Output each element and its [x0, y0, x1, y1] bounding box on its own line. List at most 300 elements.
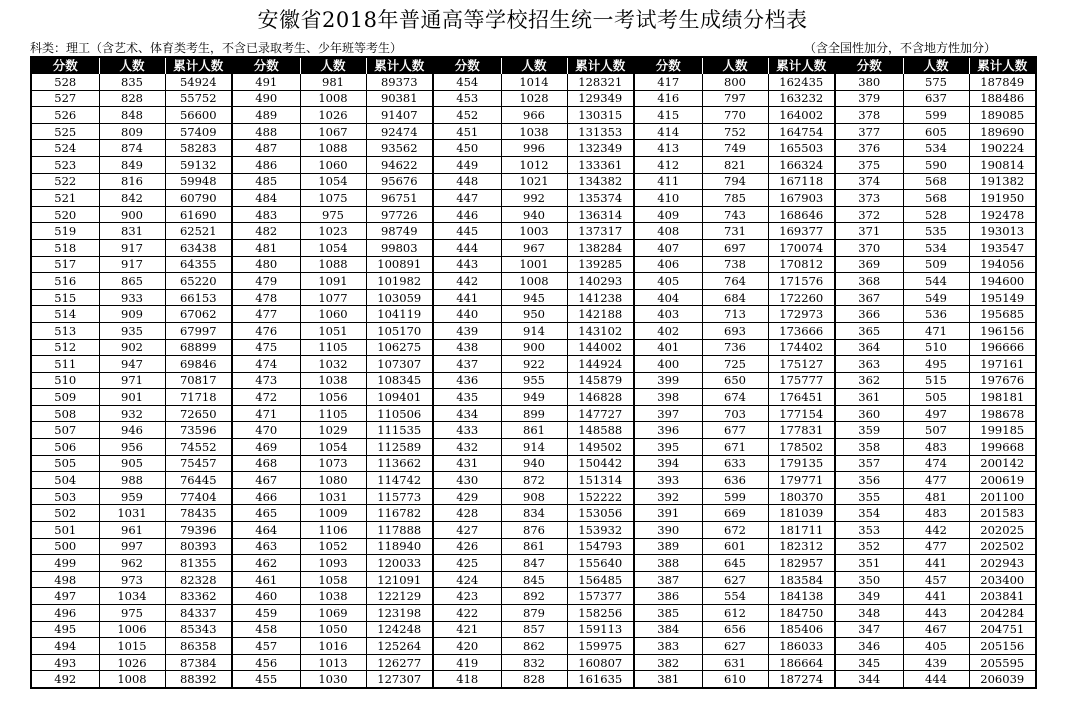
cumulative-cell: 91407 — [366, 107, 433, 124]
cumulative-cell: 187849 — [969, 74, 1036, 91]
count-cell: 656 — [702, 621, 768, 638]
count-cell: 785 — [702, 190, 768, 207]
cumulative-cell: 160807 — [567, 654, 634, 671]
score-cell: 346 — [835, 638, 903, 655]
count-cell: 674 — [702, 389, 768, 406]
count-cell: 1009 — [300, 505, 366, 522]
count-cell: 725 — [702, 356, 768, 373]
count-cell: 997 — [99, 538, 165, 555]
score-cell: 504 — [31, 472, 99, 489]
score-cell: 351 — [835, 555, 903, 572]
cumulative-cell: 67062 — [165, 306, 232, 323]
score-cell: 487 — [232, 140, 300, 157]
cumulative-cell: 202502 — [969, 538, 1036, 555]
score-cell: 415 — [634, 107, 702, 124]
table-row — [31, 90, 1036, 107]
cumulative-cell: 134382 — [567, 173, 634, 190]
cumulative-cell: 176451 — [768, 389, 835, 406]
table-row — [31, 571, 1036, 588]
column-header-score: 分数 — [634, 57, 702, 74]
score-cell: 426 — [433, 538, 501, 555]
score-cell: 386 — [634, 588, 702, 605]
score-cell: 495 — [31, 621, 99, 638]
count-cell: 1106 — [300, 522, 366, 539]
score-cell: 459 — [232, 605, 300, 622]
cumulative-cell: 136314 — [567, 206, 634, 223]
cumulative-cell: 121091 — [366, 571, 433, 588]
cumulative-cell: 61690 — [165, 206, 232, 223]
cumulative-cell: 164002 — [768, 107, 835, 124]
count-cell: 1014 — [501, 74, 567, 91]
table-row — [31, 140, 1036, 157]
cumulative-cell: 69846 — [165, 356, 232, 373]
count-cell: 549 — [903, 289, 969, 306]
count-cell: 534 — [903, 140, 969, 157]
table-row — [31, 206, 1036, 223]
count-cell: 505 — [903, 389, 969, 406]
count-cell: 703 — [702, 405, 768, 422]
cumulative-cell: 193013 — [969, 223, 1036, 240]
score-cell: 470 — [232, 422, 300, 439]
cumulative-cell: 127307 — [366, 671, 433, 688]
score-cell: 384 — [634, 621, 702, 638]
cumulative-cell: 150442 — [567, 455, 634, 472]
cumulative-cell: 204751 — [969, 621, 1036, 638]
cumulative-cell: 189085 — [969, 107, 1036, 124]
count-cell: 1105 — [300, 405, 366, 422]
table-row — [31, 173, 1036, 190]
count-cell: 534 — [903, 239, 969, 256]
cumulative-cell: 189690 — [969, 123, 1036, 140]
count-cell: 816 — [99, 173, 165, 190]
cumulative-cell: 201100 — [969, 488, 1036, 505]
count-cell: 1052 — [300, 538, 366, 555]
table-row — [31, 372, 1036, 389]
score-cell: 379 — [835, 90, 903, 107]
score-cell: 410 — [634, 190, 702, 207]
score-cell: 452 — [433, 107, 501, 124]
cumulative-cell: 181039 — [768, 505, 835, 522]
score-cell: 362 — [835, 372, 903, 389]
count-cell: 917 — [99, 256, 165, 273]
count-cell: 847 — [501, 555, 567, 572]
score-cell: 355 — [835, 488, 903, 505]
score-cell: 406 — [634, 256, 702, 273]
count-cell: 800 — [702, 74, 768, 91]
cumulative-cell: 92474 — [366, 123, 433, 140]
score-cell: 420 — [433, 638, 501, 655]
count-cell: 962 — [99, 555, 165, 572]
table-row — [31, 588, 1036, 605]
score-cell: 352 — [835, 538, 903, 555]
count-cell: 481 — [903, 488, 969, 505]
count-cell: 627 — [702, 571, 768, 588]
cumulative-cell: 203841 — [969, 588, 1036, 605]
cumulative-cell: 94622 — [366, 156, 433, 173]
count-cell: 713 — [702, 306, 768, 323]
cumulative-cell: 201583 — [969, 505, 1036, 522]
cumulative-cell: 70817 — [165, 372, 232, 389]
count-cell: 1075 — [300, 190, 366, 207]
score-cell: 345 — [835, 654, 903, 671]
score-cell: 441 — [433, 289, 501, 306]
count-cell: 1051 — [300, 322, 366, 339]
cumulative-cell: 184750 — [768, 605, 835, 622]
count-cell: 1001 — [501, 256, 567, 273]
count-cell: 1031 — [300, 488, 366, 505]
score-cell: 430 — [433, 472, 501, 489]
count-cell: 932 — [99, 405, 165, 422]
count-cell: 874 — [99, 140, 165, 157]
count-cell: 992 — [501, 190, 567, 207]
score-cell: 400 — [634, 356, 702, 373]
score-cell: 444 — [433, 239, 501, 256]
count-cell: 950 — [501, 306, 567, 323]
score-cell: 414 — [634, 123, 702, 140]
score-cell: 358 — [835, 439, 903, 456]
count-cell: 966 — [501, 107, 567, 124]
cumulative-cell: 182312 — [768, 538, 835, 555]
cumulative-cell: 132349 — [567, 140, 634, 157]
cumulative-cell: 144924 — [567, 356, 634, 373]
cumulative-cell: 130315 — [567, 107, 634, 124]
score-cell: 508 — [31, 405, 99, 422]
count-cell: 483 — [903, 439, 969, 456]
score-cell: 490 — [232, 90, 300, 107]
table-row — [31, 256, 1036, 273]
cumulative-cell: 170074 — [768, 239, 835, 256]
cumulative-cell: 165503 — [768, 140, 835, 157]
score-cell: 451 — [433, 123, 501, 140]
score-cell: 416 — [634, 90, 702, 107]
score-cell: 454 — [433, 74, 501, 91]
count-cell: 1105 — [300, 339, 366, 356]
count-cell: 1056 — [300, 389, 366, 406]
count-cell: 637 — [903, 90, 969, 107]
table-header-row — [31, 57, 1036, 74]
score-cell: 413 — [634, 140, 702, 157]
cumulative-cell: 195685 — [969, 306, 1036, 323]
column-header-count: 人数 — [702, 57, 768, 74]
cumulative-cell: 97726 — [366, 206, 433, 223]
count-cell: 575 — [903, 74, 969, 91]
score-cell: 514 — [31, 306, 99, 323]
count-cell: 973 — [99, 571, 165, 588]
count-cell: 959 — [99, 488, 165, 505]
score-cell: 474 — [232, 356, 300, 373]
score-cell: 404 — [634, 289, 702, 306]
score-cell: 443 — [433, 256, 501, 273]
score-cell: 484 — [232, 190, 300, 207]
cumulative-cell: 178502 — [768, 439, 835, 456]
score-cell: 370 — [835, 239, 903, 256]
count-cell: 497 — [903, 405, 969, 422]
count-cell: 441 — [903, 588, 969, 605]
cumulative-cell: 170812 — [768, 256, 835, 273]
score-cell: 517 — [31, 256, 99, 273]
count-cell: 601 — [702, 538, 768, 555]
count-cell: 1038 — [300, 588, 366, 605]
count-cell: 981 — [300, 74, 366, 91]
cumulative-cell: 60790 — [165, 190, 232, 207]
count-cell: 544 — [903, 273, 969, 290]
score-cell: 513 — [31, 322, 99, 339]
count-cell: 971 — [99, 372, 165, 389]
count-cell: 1034 — [99, 588, 165, 605]
count-cell: 536 — [903, 306, 969, 323]
score-cell: 431 — [433, 455, 501, 472]
cumulative-cell: 180370 — [768, 488, 835, 505]
score-cell: 522 — [31, 173, 99, 190]
score-cell: 387 — [634, 571, 702, 588]
cumulative-cell: 84337 — [165, 605, 232, 622]
table-row — [31, 654, 1036, 671]
score-cell: 520 — [31, 206, 99, 223]
cumulative-cell: 175777 — [768, 372, 835, 389]
cumulative-cell: 109401 — [366, 389, 433, 406]
count-cell: 599 — [903, 107, 969, 124]
count-cell: 477 — [903, 538, 969, 555]
cumulative-cell: 159975 — [567, 638, 634, 655]
table-row — [31, 389, 1036, 406]
column-header-cumulative: 累计人数 — [768, 57, 835, 74]
score-cell: 498 — [31, 571, 99, 588]
count-cell: 627 — [702, 638, 768, 655]
cumulative-cell: 73596 — [165, 422, 232, 439]
count-cell: 794 — [702, 173, 768, 190]
score-cell: 512 — [31, 339, 99, 356]
score-cell: 381 — [634, 671, 702, 688]
score-cell: 494 — [31, 638, 99, 655]
table-row — [31, 306, 1036, 323]
count-cell: 821 — [702, 156, 768, 173]
column-header-cumulative: 累计人数 — [969, 57, 1036, 74]
score-cell: 432 — [433, 439, 501, 456]
score-cell: 417 — [634, 74, 702, 91]
cumulative-cell: 58283 — [165, 140, 232, 157]
score-cell: 427 — [433, 522, 501, 539]
table-row — [31, 472, 1036, 489]
score-cell: 411 — [634, 173, 702, 190]
score-cell: 403 — [634, 306, 702, 323]
cumulative-cell: 64355 — [165, 256, 232, 273]
count-cell: 509 — [903, 256, 969, 273]
count-cell: 861 — [501, 422, 567, 439]
cumulative-cell: 190224 — [969, 140, 1036, 157]
count-cell: 961 — [99, 522, 165, 539]
count-cell: 405 — [903, 638, 969, 655]
score-cell: 380 — [835, 74, 903, 91]
count-cell: 1050 — [300, 621, 366, 638]
score-cell: 402 — [634, 322, 702, 339]
cumulative-cell: 138284 — [567, 239, 634, 256]
cumulative-cell: 143102 — [567, 322, 634, 339]
score-cell: 447 — [433, 190, 501, 207]
cumulative-cell: 103059 — [366, 289, 433, 306]
count-cell: 1008 — [300, 90, 366, 107]
cumulative-cell: 197676 — [969, 372, 1036, 389]
score-cell: 501 — [31, 522, 99, 539]
cumulative-cell: 149502 — [567, 439, 634, 456]
score-cell: 396 — [634, 422, 702, 439]
score-cell: 357 — [835, 455, 903, 472]
count-cell: 900 — [501, 339, 567, 356]
cumulative-cell: 179771 — [768, 472, 835, 489]
cumulative-cell: 122129 — [366, 588, 433, 605]
score-cell: 466 — [232, 488, 300, 505]
score-cell: 499 — [31, 555, 99, 572]
score-cell: 382 — [634, 654, 702, 671]
score-cell: 374 — [835, 173, 903, 190]
score-cell: 482 — [232, 223, 300, 240]
count-cell: 568 — [903, 173, 969, 190]
column-header-cumulative: 累计人数 — [366, 57, 433, 74]
count-cell: 1003 — [501, 223, 567, 240]
count-cell: 1038 — [501, 123, 567, 140]
count-cell: 507 — [903, 422, 969, 439]
cumulative-cell: 120033 — [366, 555, 433, 572]
count-cell: 845 — [501, 571, 567, 588]
score-cell: 436 — [433, 372, 501, 389]
count-cell: 672 — [702, 522, 768, 539]
score-cell: 365 — [835, 322, 903, 339]
count-cell: 914 — [501, 322, 567, 339]
count-cell: 752 — [702, 123, 768, 140]
score-cell: 397 — [634, 405, 702, 422]
score-cell: 515 — [31, 289, 99, 306]
score-cell: 349 — [835, 588, 903, 605]
column-header-count: 人数 — [99, 57, 165, 74]
score-cell: 407 — [634, 239, 702, 256]
score-cell: 449 — [433, 156, 501, 173]
count-cell: 1008 — [501, 273, 567, 290]
count-cell: 684 — [702, 289, 768, 306]
cumulative-cell: 199185 — [969, 422, 1036, 439]
column-header-score: 分数 — [232, 57, 300, 74]
score-cell: 516 — [31, 273, 99, 290]
table-row — [31, 621, 1036, 638]
cumulative-cell: 59132 — [165, 156, 232, 173]
table-row — [31, 605, 1036, 622]
cumulative-cell: 186664 — [768, 654, 835, 671]
column-header-count: 人数 — [300, 57, 366, 74]
cumulative-cell: 87384 — [165, 654, 232, 671]
table-row — [31, 289, 1036, 306]
count-cell: 1032 — [300, 356, 366, 373]
count-cell: 1054 — [300, 439, 366, 456]
cumulative-cell: 90381 — [366, 90, 433, 107]
score-cell: 363 — [835, 356, 903, 373]
count-cell: 988 — [99, 472, 165, 489]
count-cell: 797 — [702, 90, 768, 107]
count-cell: 1069 — [300, 605, 366, 622]
cumulative-cell: 101982 — [366, 273, 433, 290]
cumulative-cell: 152222 — [567, 488, 634, 505]
count-cell: 945 — [501, 289, 567, 306]
bonus-note: （含全国性加分，不含地方性加分） — [804, 41, 997, 55]
score-cell: 412 — [634, 156, 702, 173]
table-row — [31, 522, 1036, 539]
count-cell: 1029 — [300, 422, 366, 439]
score-cell: 369 — [835, 256, 903, 273]
table-row — [31, 455, 1036, 472]
cumulative-cell: 141238 — [567, 289, 634, 306]
count-cell: 849 — [99, 156, 165, 173]
cumulative-cell: 78435 — [165, 505, 232, 522]
cumulative-cell: 172260 — [768, 289, 835, 306]
cumulative-cell: 172973 — [768, 306, 835, 323]
cumulative-cell: 67997 — [165, 322, 232, 339]
cumulative-cell: 198181 — [969, 389, 1036, 406]
cumulative-cell: 112589 — [366, 439, 433, 456]
count-cell: 828 — [99, 90, 165, 107]
score-cell: 372 — [835, 206, 903, 223]
table-row — [31, 123, 1036, 140]
count-cell: 908 — [501, 488, 567, 505]
count-cell: 633 — [702, 455, 768, 472]
score-cell: 425 — [433, 555, 501, 572]
column-header-count: 人数 — [903, 57, 969, 74]
count-cell: 975 — [99, 605, 165, 622]
count-cell: 828 — [501, 671, 567, 688]
count-cell: 1026 — [99, 654, 165, 671]
cumulative-cell: 72650 — [165, 405, 232, 422]
cumulative-cell: 85343 — [165, 621, 232, 638]
cumulative-cell: 104119 — [366, 306, 433, 323]
score-cell: 461 — [232, 571, 300, 588]
cumulative-cell: 156485 — [567, 571, 634, 588]
count-cell: 1080 — [300, 472, 366, 489]
count-cell: 933 — [99, 289, 165, 306]
cumulative-cell: 194600 — [969, 273, 1036, 290]
table-row — [31, 322, 1036, 339]
cumulative-cell: 204284 — [969, 605, 1036, 622]
count-cell: 831 — [99, 223, 165, 240]
score-cell: 526 — [31, 107, 99, 124]
score-cell: 464 — [232, 522, 300, 539]
count-cell: 1028 — [501, 90, 567, 107]
cumulative-cell: 188486 — [969, 90, 1036, 107]
column-header-cumulative: 累计人数 — [165, 57, 232, 74]
score-cell: 475 — [232, 339, 300, 356]
score-cell: 445 — [433, 223, 501, 240]
count-cell: 568 — [903, 190, 969, 207]
count-cell: 1073 — [300, 455, 366, 472]
score-cell: 485 — [232, 173, 300, 190]
cumulative-cell: 99803 — [366, 239, 433, 256]
cumulative-cell: 162435 — [768, 74, 835, 91]
count-cell: 949 — [501, 389, 567, 406]
count-cell: 1054 — [300, 173, 366, 190]
score-cell: 502 — [31, 505, 99, 522]
cumulative-cell: 169377 — [768, 223, 835, 240]
cumulative-cell: 153932 — [567, 522, 634, 539]
table-row — [31, 107, 1036, 124]
count-cell: 900 — [99, 206, 165, 223]
cumulative-cell: 75457 — [165, 455, 232, 472]
score-cell: 350 — [835, 571, 903, 588]
cumulative-cell: 206039 — [969, 671, 1036, 688]
score-cell: 491 — [232, 74, 300, 91]
cumulative-cell: 108345 — [366, 372, 433, 389]
cumulative-cell: 193547 — [969, 239, 1036, 256]
column-header-count: 人数 — [501, 57, 567, 74]
count-cell: 467 — [903, 621, 969, 638]
count-cell: 909 — [99, 306, 165, 323]
score-cell: 405 — [634, 273, 702, 290]
cumulative-cell: 157377 — [567, 588, 634, 605]
subject-category-line: 科类：理工（含艺术、体育类考生，不含已录取考生、少年班等考生） — [30, 41, 403, 55]
